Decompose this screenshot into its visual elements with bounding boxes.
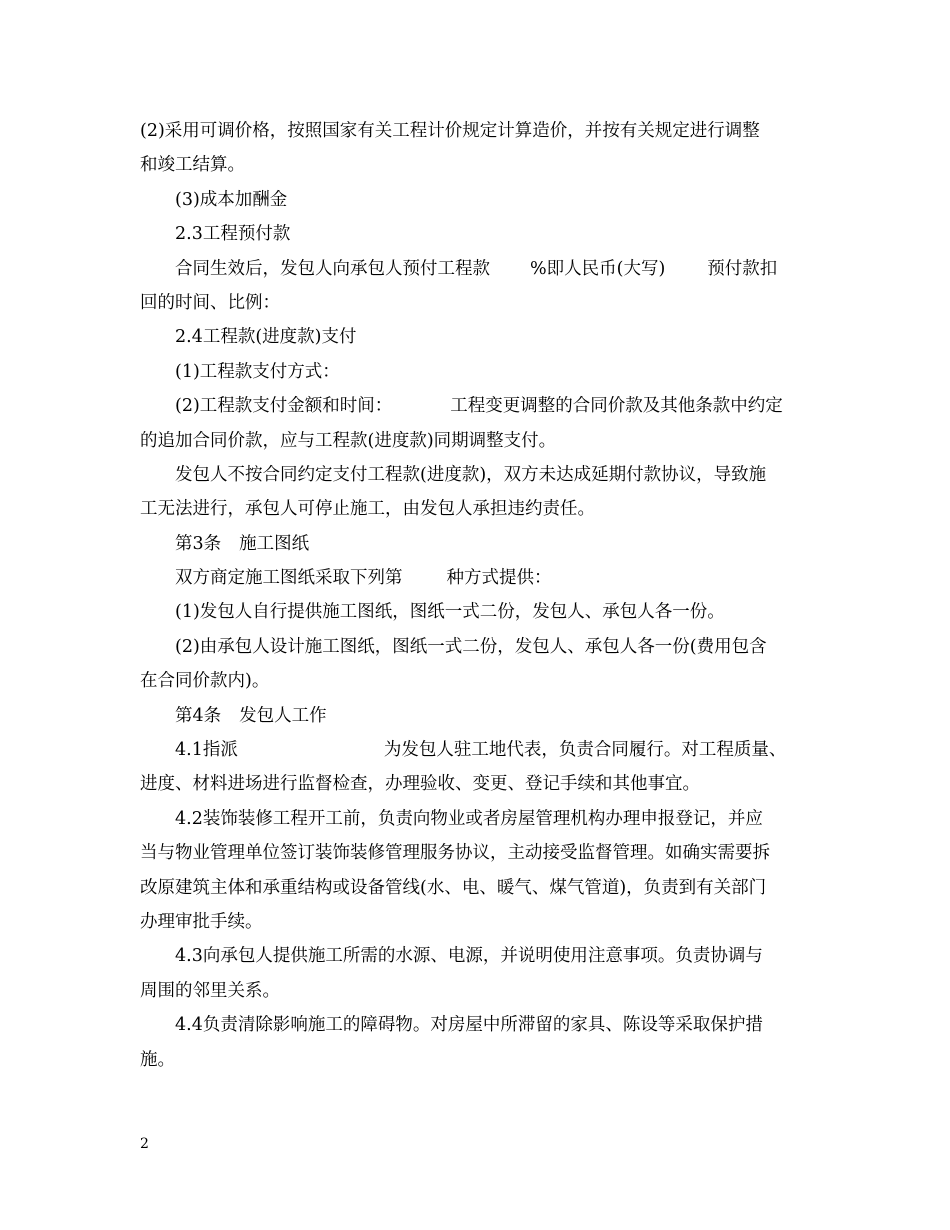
article-heading bbox=[140, 699, 820, 733]
text-segment: 种方式提供： bbox=[446, 568, 552, 589]
text-segment: (2)工程款支付金额和时间： bbox=[175, 396, 393, 417]
paragraph-line: 发包人不按合同约定支付工程款(进度款)，双方未达成延期付款协议，导致施 bbox=[175, 464, 767, 485]
paragraph-line: (3)成本加酬金 bbox=[175, 189, 288, 210]
paragraph-line: 工无法进行，承包人可停止施工，由发包人承担违约责任。 bbox=[140, 499, 595, 520]
paragraph-line bbox=[140, 389, 820, 423]
paragraph-line: 4.4负责清除影响施工的障碍物。对房屋中所滞留的家具、陈设等采取保护措 bbox=[175, 1015, 763, 1036]
paragraph-line: 4.2装饰装修工程开工前，负责向物业或者房屋管理机构办理申报登记，并应 bbox=[175, 808, 763, 829]
document-body bbox=[140, 114, 820, 1077]
paragraph-line: 进度、材料进场进行监督检查，办理验收、变更、登记手续和其他事宜。 bbox=[140, 774, 700, 795]
article-number: 第3条 bbox=[175, 533, 222, 554]
text-segment: 双方商定施工图纸采取下列第 bbox=[175, 568, 403, 589]
paragraph-line bbox=[140, 733, 820, 767]
text-segment: %即人民币(大写) bbox=[530, 258, 666, 279]
paragraph-line: 办理审批手续。 bbox=[140, 911, 263, 932]
article-title: 发包人工作 bbox=[239, 705, 327, 726]
section-heading: 2.4工程款(进度款)支付 bbox=[175, 327, 357, 348]
paragraph-line bbox=[140, 561, 820, 595]
paragraph-line: 的追加合同价款，应与工程款(进度款)同期调整支付。 bbox=[140, 430, 557, 451]
text-segment: 合同生效后，发包人向承包人预付工程款 bbox=[175, 258, 490, 279]
paragraph-line: (2)采用可调价格，按照国家有关工程计价规定计算造价，并按有关规定进行调整 bbox=[140, 121, 760, 141]
text-segment: 预付款扣 bbox=[707, 258, 778, 279]
article-heading bbox=[140, 527, 820, 561]
paragraph-line: 4.3向承包人提供施工所需的水源、电源，并说明使用注意事项。负责协调与 bbox=[175, 946, 763, 967]
paragraph-line: (1)发包人自行提供施工图纸，图纸一式二份，发包人、承包人各一份。 bbox=[175, 602, 725, 623]
text-segment: 工程变更调整的合同价款及其他条款中约定 bbox=[450, 396, 783, 417]
paragraph-line: 周围的邻里关系。 bbox=[140, 980, 280, 1001]
paragraph-line: 当与物业管理单位签订装饰装修管理服务协议，主动接受监督管理。如确实需要拆 bbox=[140, 843, 770, 864]
page-number: 2 bbox=[140, 1136, 149, 1152]
paragraph-line: 在合同价款内)。 bbox=[140, 671, 270, 692]
text-segment: 为发包人驻工地代表，负责合同履行。对工程质量、 bbox=[383, 740, 787, 761]
article-title: 施工图纸 bbox=[239, 533, 310, 554]
paragraph-line: 改原建筑主体和承重结构或设备管线(水、电、暖气、煤气管道)，负责到有关部门 bbox=[140, 877, 767, 898]
paragraph-line: 和竣工结算。 bbox=[140, 155, 245, 176]
section-heading: 2.3工程预付款 bbox=[175, 224, 291, 245]
text-segment: 4.1指派 bbox=[175, 740, 238, 761]
paragraph-line: (1)工程款支付方式： bbox=[175, 361, 340, 382]
paragraph-line: (2)由承包人设计施工图纸，图纸一式二份，发包人、承包人各一份(费用包含 bbox=[175, 636, 767, 657]
paragraph-line: 回的时间、比例： bbox=[140, 292, 280, 313]
paragraph-line bbox=[140, 252, 820, 286]
article-number: 第4条 bbox=[175, 705, 222, 726]
paragraph-line: 施。 bbox=[140, 1049, 175, 1070]
